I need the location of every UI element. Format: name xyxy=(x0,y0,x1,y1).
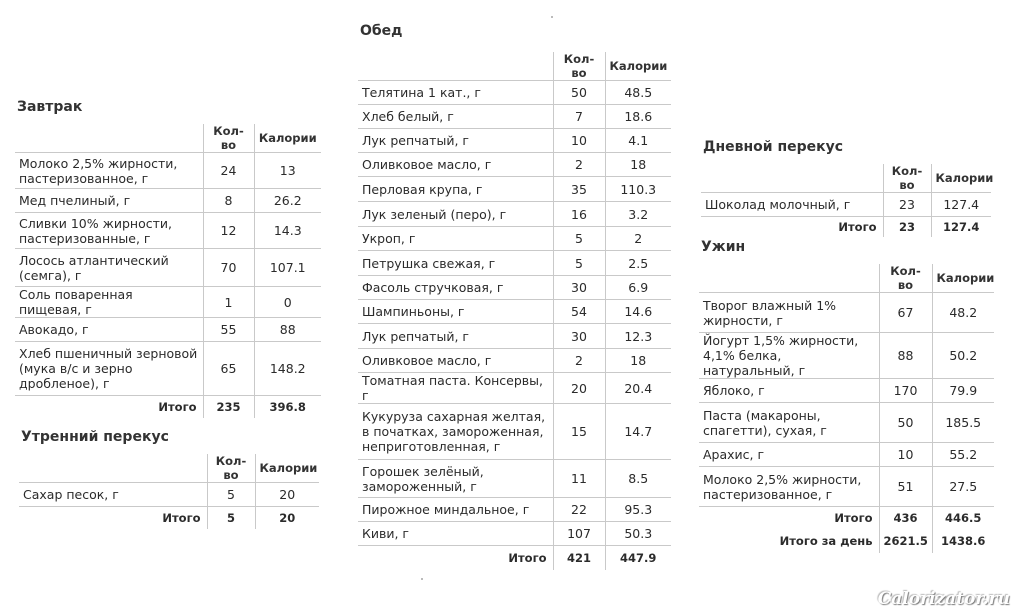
food-cal: 14.7 xyxy=(605,404,671,460)
food-cal: 20 xyxy=(255,483,319,507)
lunch-header-row xyxy=(358,52,671,81)
day-snack-section xyxy=(701,136,994,237)
food-name: Телятина 1 кат., г xyxy=(358,81,553,105)
food-name: Оливковое масло, г xyxy=(358,349,553,373)
table-row xyxy=(358,153,671,177)
food-cal: 48.5 xyxy=(605,81,671,105)
food-qty: 24 xyxy=(203,153,254,189)
table-row xyxy=(358,227,671,251)
food-name: Творог влажный 1% жирности, г xyxy=(699,293,879,333)
food-cal: 79.9 xyxy=(932,379,994,403)
watermark: Calorizator.ru xyxy=(877,589,1010,609)
col-qty-header: Кол-во xyxy=(553,52,605,81)
table-row xyxy=(358,276,671,300)
total-label: Итого xyxy=(19,507,207,529)
dinner-title: Ужин xyxy=(701,239,746,255)
food-name: Фасоль стручковая, г xyxy=(358,276,553,300)
total-label: Итого xyxy=(701,217,883,237)
lunch-table xyxy=(358,52,671,570)
food-name: Паста (макароны, спагетти), сухая, г xyxy=(699,403,879,443)
table-row xyxy=(358,498,671,522)
food-cal: 2 xyxy=(605,227,671,251)
dinner-header-row xyxy=(699,264,994,293)
table-row xyxy=(358,177,671,202)
total-label: Итого xyxy=(699,507,879,529)
food-qty: 1 xyxy=(203,287,254,318)
table-row xyxy=(15,287,321,318)
food-qty: 12 xyxy=(203,213,254,249)
food-cal: 107.1 xyxy=(254,249,321,287)
food-name: Укроп, г xyxy=(358,227,553,251)
table-row xyxy=(358,373,671,404)
total-qty: 421 xyxy=(553,546,605,570)
food-qty: 30 xyxy=(553,324,605,349)
table-row xyxy=(358,460,671,498)
grand-total-label: Итого за день xyxy=(779,533,873,548)
food-name: Лук зеленый (перо), г xyxy=(358,202,553,227)
food-qty: 15 xyxy=(553,404,605,460)
food-qty: 51 xyxy=(879,467,932,507)
food-qty: 35 xyxy=(553,177,605,202)
col-cal-header: Калории xyxy=(605,52,671,81)
table-row xyxy=(699,443,994,467)
total-row xyxy=(358,546,671,570)
breakfast-header-row xyxy=(15,124,321,153)
total-row xyxy=(19,507,319,529)
food-cal: 8.5 xyxy=(605,460,671,498)
food-name: Соль поваренная пищевая, г xyxy=(15,287,203,318)
food-cal: 18 xyxy=(605,153,671,177)
food-cal: 127.4 xyxy=(931,193,991,217)
food-qty: 50 xyxy=(879,403,932,443)
col-qty-header: Кол-во xyxy=(203,124,254,153)
food-qty: 10 xyxy=(553,129,605,153)
food-name: Лук репчатый, г xyxy=(358,324,553,349)
food-qty: 23 xyxy=(883,193,931,217)
lunch-section xyxy=(358,20,671,570)
table-row xyxy=(358,349,671,373)
day-snack-table xyxy=(701,164,994,237)
total-label: Итого xyxy=(15,396,203,418)
food-cal: 0 xyxy=(254,287,321,318)
dinner-section xyxy=(699,236,994,553)
grand-total-cal: 1438.6 xyxy=(932,529,994,553)
morning-snack-title: Утренний перекус xyxy=(21,429,169,445)
food-cal: 14.3 xyxy=(254,213,321,249)
table-row xyxy=(699,333,994,379)
speck xyxy=(421,578,423,580)
food-name: Оливковое масло, г xyxy=(358,153,553,177)
total-cal: 447.9 xyxy=(605,546,671,570)
food-name: Петрушка свежая, г xyxy=(358,251,553,276)
table-row xyxy=(358,251,671,276)
food-qty: 16 xyxy=(553,202,605,227)
food-name: Яблоко, г xyxy=(699,379,879,403)
grand-total-qty: 2621.5 xyxy=(879,529,932,553)
food-name: Авокадо, г xyxy=(15,318,203,342)
table-row xyxy=(699,467,994,507)
food-name: Арахис, г xyxy=(699,443,879,467)
food-name: Молоко 2,5% жирности, пастеризованное, г xyxy=(15,153,203,189)
food-cal: 27.5 xyxy=(932,467,994,507)
table-row xyxy=(19,483,319,507)
food-qty: 20 xyxy=(553,373,605,404)
table-row xyxy=(358,522,671,546)
table-row xyxy=(358,404,671,460)
food-name: Киви, г xyxy=(358,522,553,546)
food-cal: 4.1 xyxy=(605,129,671,153)
total-qty: 5 xyxy=(207,507,255,529)
food-cal: 95.3 xyxy=(605,498,671,522)
food-qty: 170 xyxy=(879,379,932,403)
total-cal: 20 xyxy=(255,507,319,529)
food-qty: 54 xyxy=(553,300,605,324)
table-row xyxy=(358,105,671,129)
morning-snack-table xyxy=(19,454,319,529)
food-cal: 48.2 xyxy=(932,293,994,333)
total-cal: 446.5 xyxy=(932,507,994,529)
grand-total-row xyxy=(699,529,994,553)
table-row xyxy=(15,153,321,189)
food-name: Хлеб пшеничный зерновой (мука в/с и зерно дробленое), г xyxy=(15,342,203,396)
dinner-table xyxy=(699,264,994,553)
food-name: Перловая крупа, г xyxy=(358,177,553,202)
table-row xyxy=(699,403,994,443)
food-qty: 50 xyxy=(553,81,605,105)
food-name: Лосось атлантический (семга), г xyxy=(15,249,203,287)
food-name: Кукуруза сахарная желтая, в початках, замороженная, неприготовленная, г xyxy=(358,404,553,460)
food-cal: 18 xyxy=(605,349,671,373)
food-name: Сахар песок, г xyxy=(19,483,207,507)
food-qty: 55 xyxy=(203,318,254,342)
food-name: Лук репчатый, г xyxy=(358,129,553,153)
table-row xyxy=(701,193,991,217)
food-cal: 3.2 xyxy=(605,202,671,227)
food-qty: 107 xyxy=(553,522,605,546)
table-row xyxy=(358,324,671,349)
food-qty: 7 xyxy=(553,105,605,129)
food-qty: 88 xyxy=(879,333,932,379)
food-name: Шоколад молочный, г xyxy=(701,193,883,217)
breakfast-section xyxy=(15,96,321,418)
food-name: Шампиньоны, г xyxy=(358,300,553,324)
breakfast-title: Завтрак xyxy=(17,99,83,115)
table-row xyxy=(15,213,321,249)
food-qty: 30 xyxy=(553,276,605,300)
col-cal-header: Калории xyxy=(932,264,994,293)
total-qty: 235 xyxy=(203,396,254,418)
total-qty: 436 xyxy=(879,507,932,529)
food-qty: 67 xyxy=(879,293,932,333)
total-row xyxy=(699,507,994,529)
food-cal: 148.2 xyxy=(254,342,321,396)
total-row xyxy=(15,396,321,418)
food-cal: 26.2 xyxy=(254,189,321,213)
food-name: Йогурт 1,5% жирности, 4,1% белка, натуральный, г xyxy=(699,333,879,379)
food-cal: 185.5 xyxy=(932,403,994,443)
food-qty: 2 xyxy=(553,349,605,373)
food-qty: 70 xyxy=(203,249,254,287)
table-row xyxy=(15,342,321,396)
total-cal: 127.4 xyxy=(931,217,991,237)
food-qty: 10 xyxy=(879,443,932,467)
food-cal: 20.4 xyxy=(605,373,671,404)
food-name: Томатная паста. Консервы, г xyxy=(358,373,553,404)
col-qty-header: Кол-во xyxy=(879,264,932,293)
table-row xyxy=(699,379,994,403)
day-snack-header-row xyxy=(701,164,991,193)
food-cal: 18.6 xyxy=(605,105,671,129)
food-qty: 11 xyxy=(553,460,605,498)
morning-snack-header-row xyxy=(19,454,319,483)
food-qty: 5 xyxy=(207,483,255,507)
table-row xyxy=(15,189,321,213)
col-cal-header: Калории xyxy=(255,454,319,483)
food-cal: 88 xyxy=(254,318,321,342)
food-qty: 65 xyxy=(203,342,254,396)
day-snack-title: Дневной перекус xyxy=(703,139,844,155)
food-cal: 50.2 xyxy=(932,333,994,379)
total-label: Итого xyxy=(358,546,553,570)
food-cal: 12.3 xyxy=(605,324,671,349)
food-qty: 8 xyxy=(203,189,254,213)
food-name: Молоко 2,5% жирности, пастеризованное, г xyxy=(699,467,879,507)
table-row xyxy=(358,81,671,105)
total-qty: 23 xyxy=(883,217,931,237)
food-cal: 6.9 xyxy=(605,276,671,300)
food-qty: 22 xyxy=(553,498,605,522)
table-row xyxy=(15,318,321,342)
table-row xyxy=(15,249,321,287)
food-qty: 2 xyxy=(553,153,605,177)
food-name: Мед пчелиный, г xyxy=(15,189,203,213)
total-cal: 396.8 xyxy=(254,396,321,418)
food-qty: 5 xyxy=(553,227,605,251)
lunch-title: Обед xyxy=(360,23,403,39)
food-cal: 14.6 xyxy=(605,300,671,324)
food-name: Горошек зелёный, замороженный, г xyxy=(358,460,553,498)
food-cal: 13 xyxy=(254,153,321,189)
table-row xyxy=(358,129,671,153)
col-qty-header: Кол-во xyxy=(207,454,255,483)
food-cal: 55.2 xyxy=(932,443,994,467)
food-name: Сливки 10% жирности, пастеризованные, г xyxy=(15,213,203,249)
table-row xyxy=(699,293,994,333)
food-cal: 50.3 xyxy=(605,522,671,546)
food-cal: 110.3 xyxy=(605,177,671,202)
food-cal: 2.5 xyxy=(605,251,671,276)
table-row xyxy=(358,202,671,227)
food-name: Хлеб белый, г xyxy=(358,105,553,129)
col-qty-header: Кол-во xyxy=(883,164,931,193)
food-name: Пирожное миндальное, г xyxy=(358,498,553,522)
speck xyxy=(551,16,553,18)
breakfast-table xyxy=(15,124,321,418)
food-qty: 5 xyxy=(553,251,605,276)
col-cal-header: Калории xyxy=(254,124,321,153)
table-row xyxy=(358,300,671,324)
morning-snack-section xyxy=(19,426,319,529)
col-cal-header: Калории xyxy=(931,164,991,193)
total-row xyxy=(701,217,991,237)
